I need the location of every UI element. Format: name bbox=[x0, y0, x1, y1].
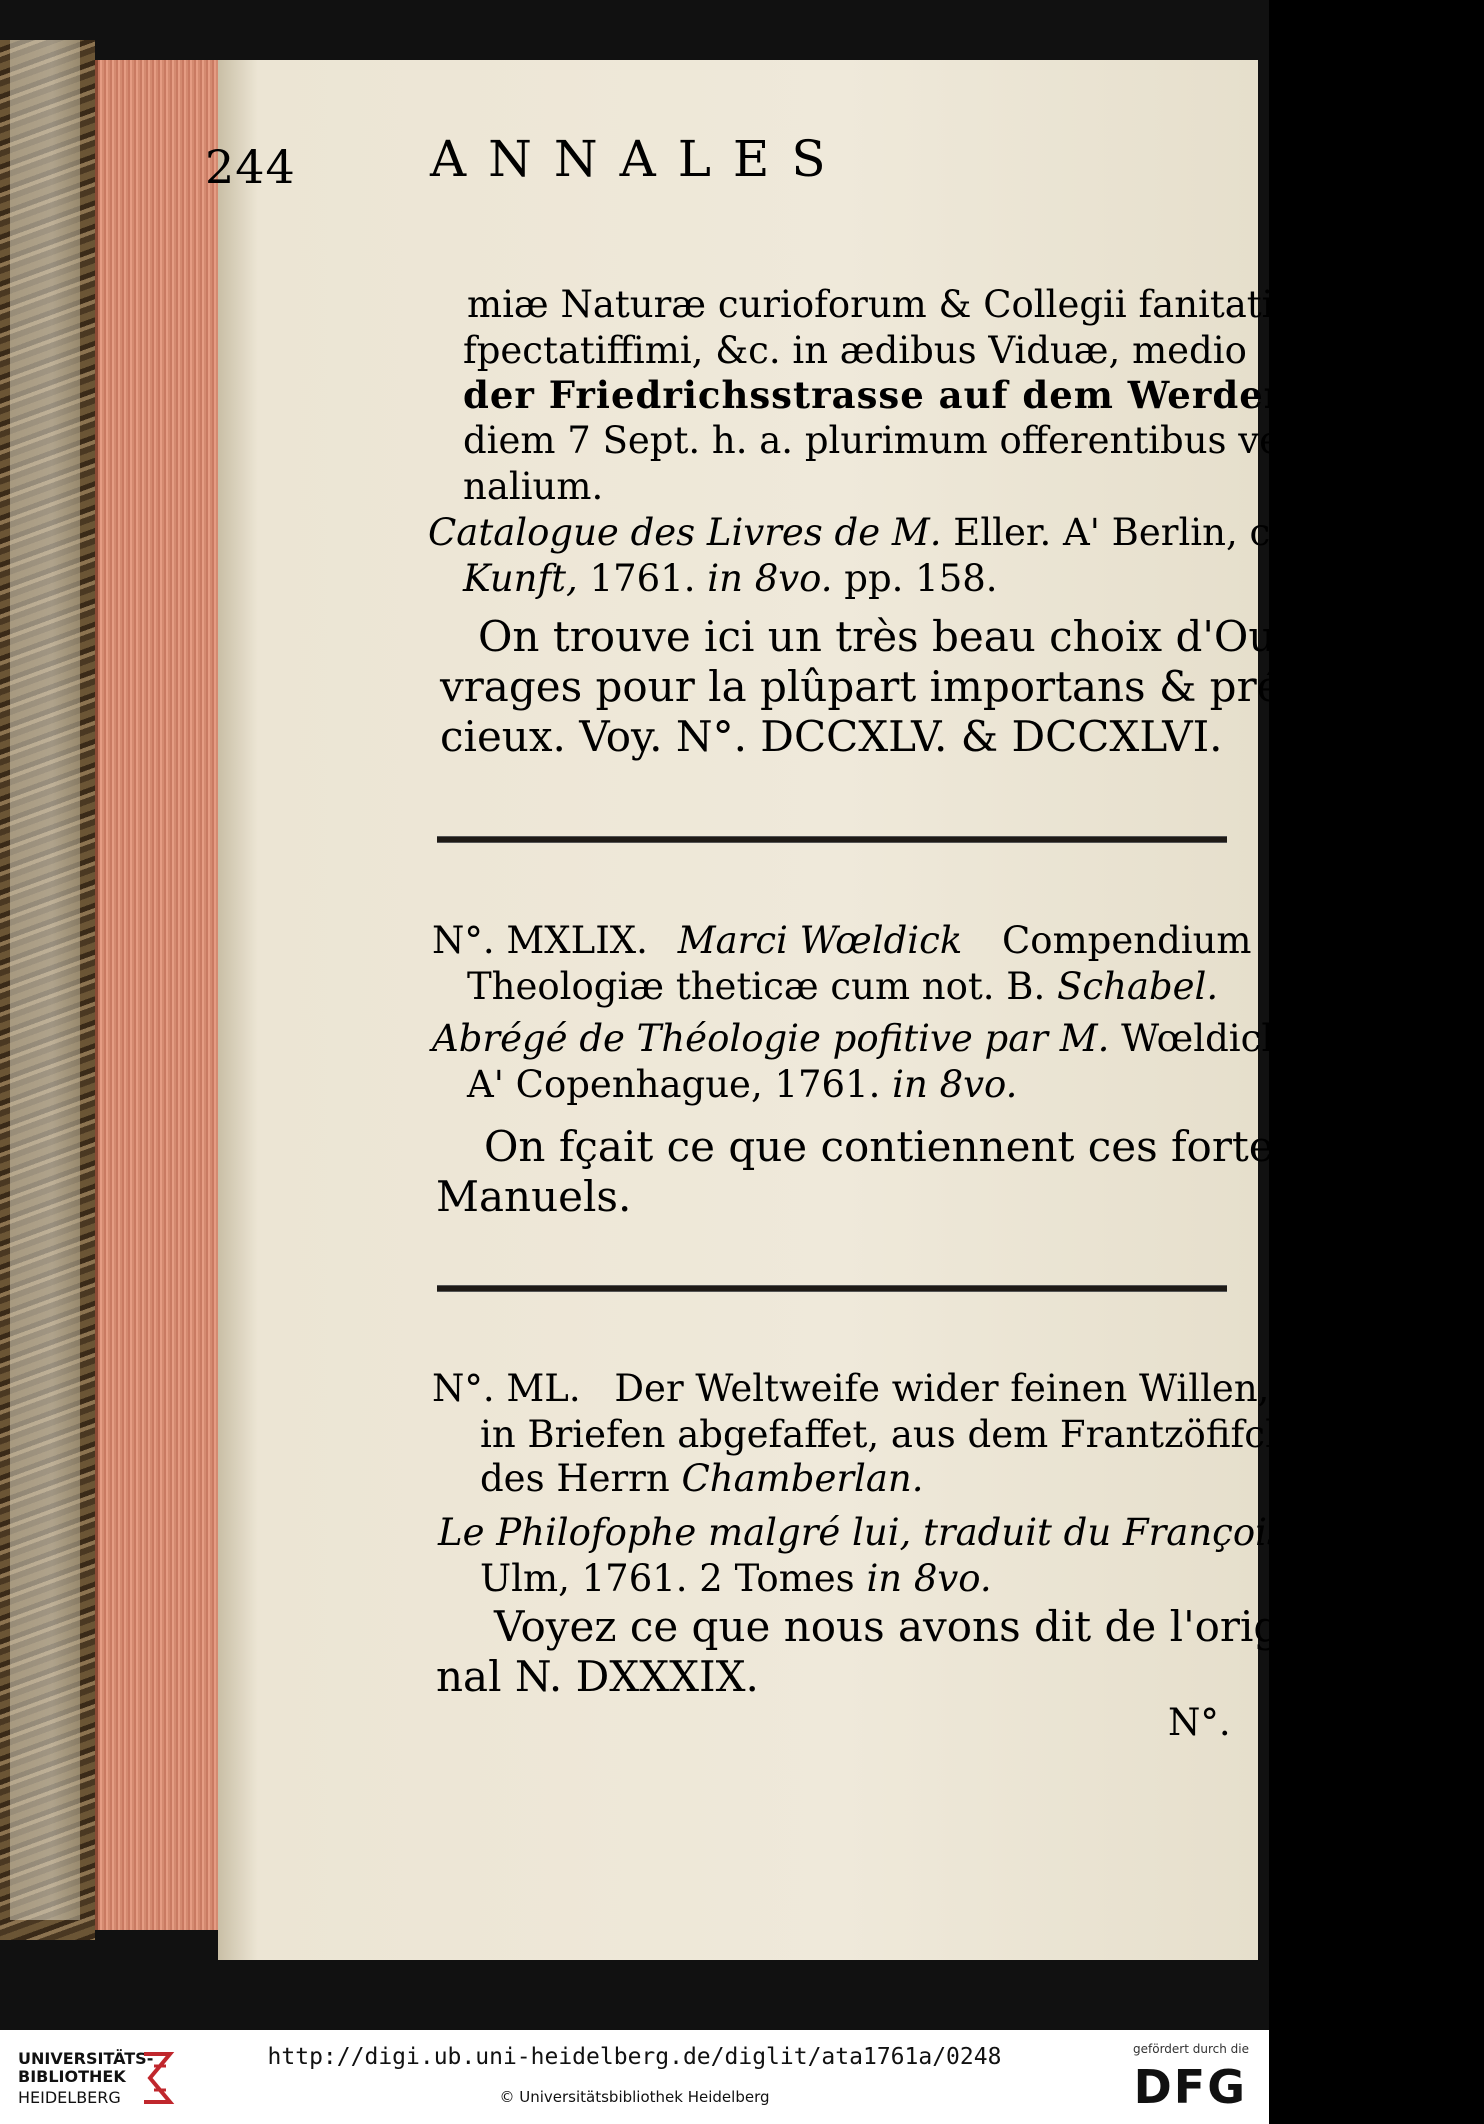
text-line bbox=[467, 964, 1218, 1010]
citation-line bbox=[432, 1016, 1296, 1062]
text-line: fpectatiffimi, &c. in ædibus Viduæ, medio bbox=[463, 329, 1247, 372]
citation-line bbox=[463, 556, 998, 602]
funding-note: gefördert durch die bbox=[1133, 2042, 1249, 2056]
format: in 8vo. bbox=[866, 1557, 992, 1600]
library-name-line: UNIVERSITÄTS- bbox=[18, 2049, 154, 2068]
entry-heading bbox=[432, 918, 1252, 964]
note-line: On fçait ce que contiennent ces fortes de bbox=[484, 1122, 1361, 1171]
text-span: A' bbox=[1297, 1511, 1347, 1554]
text-span: Ulm, 1761. 2 Tomes bbox=[480, 1557, 867, 1600]
citation-line bbox=[467, 1062, 1017, 1108]
text-span: Eller. A' Berlin, chez bbox=[941, 511, 1336, 554]
note-line: On trouve ici un très beau choix d'Ou- bbox=[478, 612, 1290, 661]
text-line: in Briefen abgefaffet, aus dem Frantzöfifchen bbox=[480, 1413, 1335, 1456]
french-title: Le Philofophe malgré lui, traduit du François. bbox=[438, 1511, 1298, 1554]
text-line: miæ Naturæ curioforum & Collegii fanitatis bbox=[467, 283, 1293, 326]
catalogue-title: Catalogue des Livres de M. bbox=[428, 511, 942, 554]
viewer-footer bbox=[0, 2030, 1269, 2124]
text-span: Der Weltweife wider feinen Willen, bbox=[614, 1367, 1270, 1410]
text-span: Wœldick. bbox=[1109, 1017, 1296, 1060]
note-line: vrages pour la plûpart importans & pré- bbox=[440, 662, 1296, 711]
entry-heading bbox=[432, 1366, 1269, 1412]
note-line: cieux. Voy. N°. DCCXLV. & DCCXLVI. bbox=[440, 712, 1223, 761]
format: in 8vo. bbox=[707, 557, 833, 600]
citation-line bbox=[480, 1556, 992, 1602]
permalink-url[interactable]: http://digi.ub.uni-heidelberg.de/diglit/ata1761a/0248 bbox=[267, 2044, 1002, 2070]
fraktur-text: der Friedrichsstrasse auf dem Werder bbox=[463, 373, 1285, 417]
text-line: diem 7 Sept. h. a. plurimum offerentibus ve- bbox=[463, 419, 1294, 462]
french-title: Abrégé de Théologie pofitive par M. bbox=[432, 1017, 1110, 1060]
section-rule bbox=[437, 836, 1227, 843]
text-span: 1761. bbox=[577, 557, 708, 600]
red-page-edges bbox=[95, 60, 223, 1930]
entry-number: N°. ML. bbox=[432, 1367, 581, 1410]
citation-line bbox=[438, 1510, 1346, 1556]
page-number: 244 bbox=[205, 140, 296, 194]
entry-number: N°. MXLIX. bbox=[432, 919, 648, 962]
text-span: Compendium bbox=[1002, 919, 1252, 962]
section-rule bbox=[437, 1285, 1227, 1292]
text-span: A' Copenhague, 1761. bbox=[467, 1063, 893, 1106]
text-span: pp. 158. bbox=[832, 557, 998, 600]
text-span: Theologiæ theticæ cum not. B. bbox=[467, 965, 1058, 1008]
cover-edge bbox=[10, 40, 80, 1920]
catchword: N°. bbox=[1168, 1701, 1231, 1744]
author: Marci Wœldick bbox=[677, 919, 963, 962]
text-line bbox=[463, 372, 1484, 419]
note-line: Manuels. bbox=[436, 1172, 632, 1221]
citation-line bbox=[428, 510, 1335, 556]
copyright-notice: © Universitätsbibliothek Heidelberg bbox=[499, 2088, 770, 2106]
text-span: fitis ad bbox=[1356, 374, 1484, 417]
text-line bbox=[480, 1456, 924, 1502]
format: in 8vo. bbox=[892, 1063, 1018, 1106]
dfg-logo: DFG bbox=[1133, 2060, 1247, 2114]
library-name-line: BIBLIOTHEK bbox=[18, 2067, 126, 2086]
note-line: Voyez ce que nous avons dit de l'origi- bbox=[494, 1602, 1308, 1651]
text-line: nalium. bbox=[463, 465, 604, 508]
library-city: HEIDELBERG bbox=[18, 2088, 121, 2107]
note-line: nal N. DXXXIX. bbox=[436, 1652, 759, 1701]
text-span: des Herrn bbox=[480, 1457, 682, 1500]
publisher: Kunft, bbox=[463, 557, 578, 600]
running-title: ANNALES bbox=[430, 130, 848, 188]
editor: Schabel. bbox=[1057, 965, 1219, 1008]
author: Chamberlan. bbox=[681, 1457, 924, 1500]
